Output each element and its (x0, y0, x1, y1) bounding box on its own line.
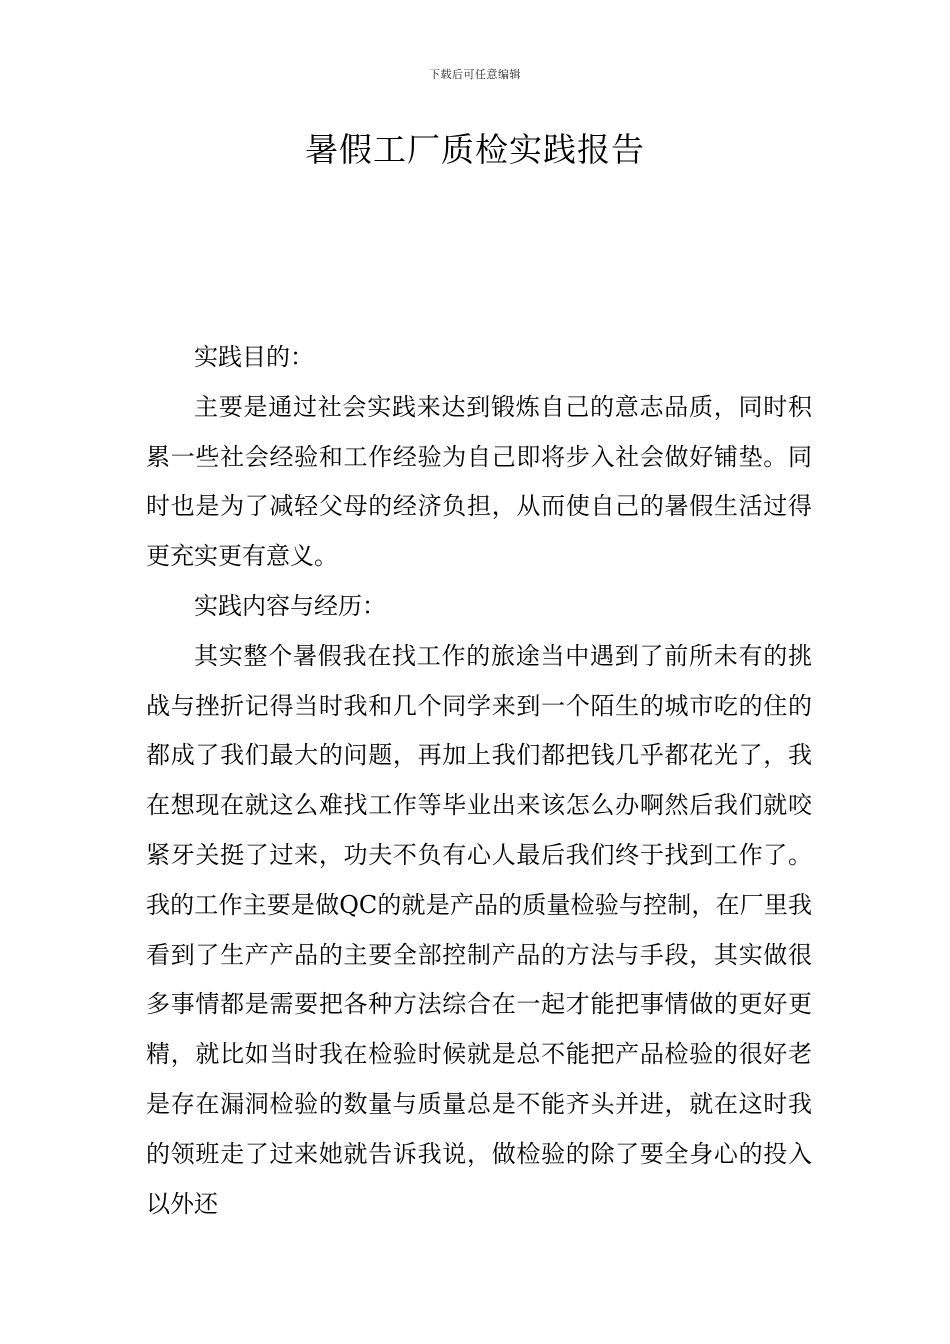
section-heading-purpose: 实践目的： (194, 343, 314, 371)
paragraph-content: 其实整个暑假我在找工作的旅途当中遇到了前所未有的挑战与挫折记得当时我和几个同学来到一个陌生的城市吃的住的都成了我们最大的问题，再加上我们都把钱几乎都花光了，我在想现在就这么难找工作等毕业出来该怎么办啊然后我们就咬紧牙关挺了过来，功夫不负有心人最后我们终于找到工作了。我的工作主要是做QC的就是产品的质量检验与控制，在厂里我看到了生产产品的主要全部控制产品的方法与手段，其实做很多事情都是需要把各种方法综合在一起才能把事情做的更好更精，就比如当时我在检验时候就是总不能把产品检验的很好老是存在漏洞检验的数量与质量总是不能齐头并进，就在这时我的领班走了过来她就告诉我说，做检验的除了要全身心的投入以外还 (146, 641, 812, 1218)
paragraph-purpose: 主要是通过社会实践来达到锻炼自己的意志品质，同时积累一些社会经验和工作经验为自己即将步入社会做好铺垫。同时也是为了减轻父母的经济负担，从而使自己的暑假生活过得更充实更有意义。 (146, 392, 812, 571)
header-note: 下载后可任意编辑 (429, 68, 521, 81)
section-heading-content: 实践内容与经历： (194, 591, 386, 620)
document-title: 暑假工厂质检实践报告 (305, 130, 645, 169)
document-body (146, 333, 812, 1229)
